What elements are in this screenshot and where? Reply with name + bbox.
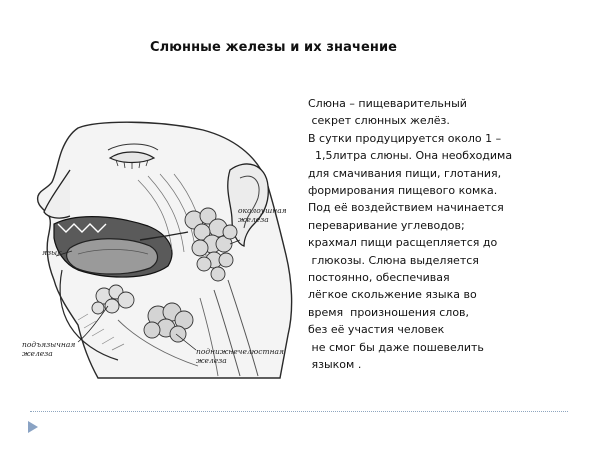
body-line: секрет слюнных желёз. (308, 114, 450, 128)
body-line: языком . (308, 358, 362, 372)
body-line: формирования пищевого комка. (308, 184, 498, 198)
body-line: крахмал пищи расщепляется до (308, 236, 498, 250)
slide-title: Слюнные железы и их значение (150, 40, 398, 55)
footer-divider (30, 411, 568, 412)
body-line: без её участия человек (308, 323, 445, 337)
body-line: переваривание углеводов; (308, 218, 465, 232)
body-line: время произношения слов, (308, 305, 470, 319)
body-line: глюкозы. Слюна выделяется (308, 253, 479, 267)
parotid-label-line2: железа (238, 215, 269, 224)
parotid-gland-label (238, 206, 287, 224)
sublingual-label-line1: подъязычная (22, 340, 76, 349)
body-line: не смог бы даже пошевелить (308, 340, 484, 354)
body-line: В сутки продуцируется около 1 – (308, 131, 502, 145)
body-line: лёгкое скольжение языка во (308, 288, 477, 302)
sublingual-label-line2: железа (22, 349, 53, 358)
body-line: Под её воздействием начинается (308, 201, 504, 215)
submandibular-label-line2: железа (196, 356, 227, 365)
parotid-label-line1: околоушная (238, 206, 287, 215)
body-line: постоянно, обеспечивая (308, 271, 450, 285)
body-line: для смачивания пищи, глотания, (308, 166, 502, 180)
submandibular-gland-label (196, 347, 284, 365)
submandibular-label-line1: поднижнечелюстная (196, 347, 284, 356)
body-text (308, 95, 598, 374)
tongue-label: язык (42, 248, 62, 257)
body-line: Слюна – пищеварительный (308, 97, 467, 110)
sublingual-gland-label (22, 340, 75, 358)
triangle-right-icon[interactable] (27, 420, 39, 434)
body-line: 1,5литра слюны. Она необходима (308, 149, 513, 163)
